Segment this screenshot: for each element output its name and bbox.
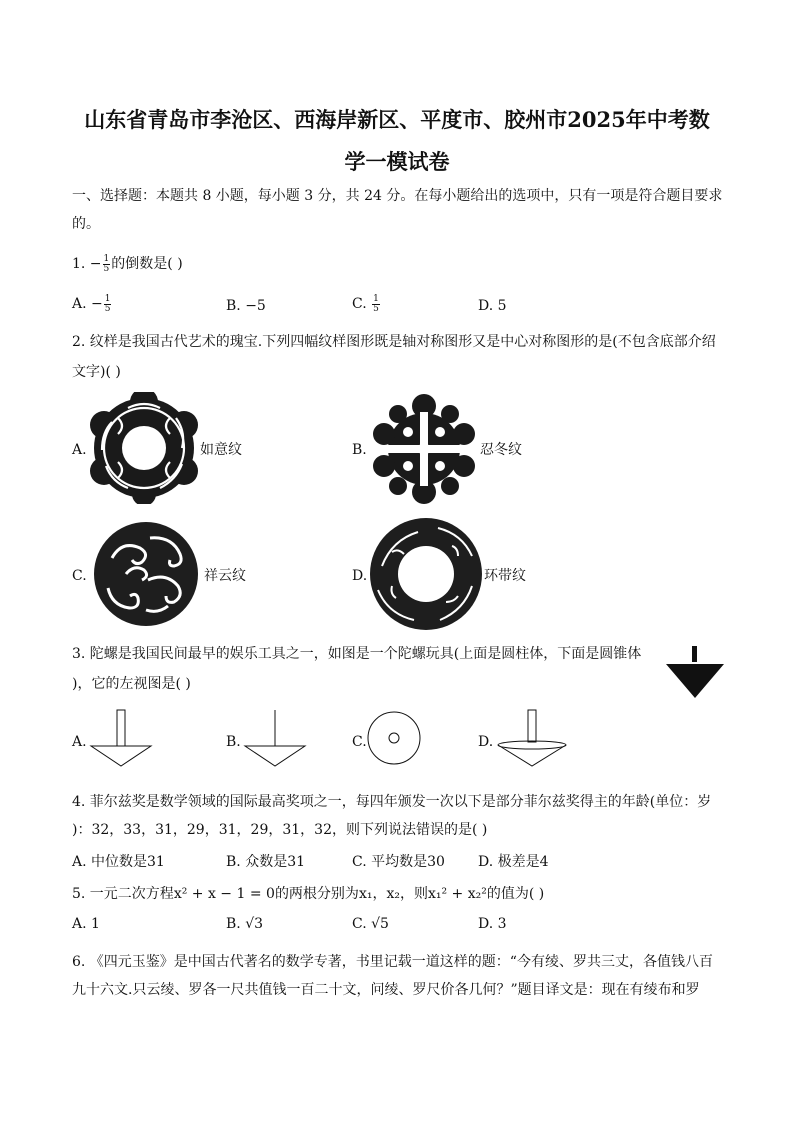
q5-option-c[interactable]: C. √5 (352, 916, 389, 932)
q4-option-a[interactable]: A. 中位数是31 (72, 854, 165, 870)
question-1 (72, 254, 183, 274)
q2-option-a-label[interactable]: A. (72, 442, 87, 458)
rendong-pattern-image (368, 394, 480, 504)
q5-option-b[interactable]: B. √3 (226, 916, 264, 932)
q3-option-a-label[interactable]: A. (72, 734, 87, 750)
section-heading-cont: 的。 (72, 216, 100, 232)
q5-equation: x² + x − 1 = 0 (173, 886, 275, 902)
xiangyun-pattern-image (90, 518, 202, 630)
question-3-cont: )，它的左视图是( ) (72, 676, 191, 692)
page-title-line2: 学一模试卷 (344, 149, 450, 174)
q4-option-c[interactable]: C. 平均数是30 (352, 854, 445, 870)
page-title-line1: 山东省青岛市李沧区、西海岸新区、平度市、胶州市2025年中考数 (84, 107, 710, 132)
q5-roots: x₁，x₂ (358, 886, 400, 902)
q3-option-c-label[interactable]: C. (352, 734, 367, 750)
question-5 (72, 884, 544, 904)
spinning-top-figure (664, 644, 726, 700)
q2-option-b-caption: 忍冬纹 (480, 442, 522, 458)
q5-text-a: 5. 一元二次方程 (72, 886, 174, 902)
q5-text-d: 的值为( ) (486, 886, 545, 902)
q5-text-b: 的两根分别为 (274, 886, 359, 902)
q4-option-b[interactable]: B. 众数是31 (226, 854, 306, 870)
q1-prefix: 1. − (72, 256, 102, 272)
q3-option-d-label[interactable]: D. (478, 734, 494, 750)
question-2: 2. 纹样是我国古代艺术的瑰宝.下列四幅纹样图形既是轴对称图形又是中心对称图形的是(不包含底部介绍 (72, 334, 716, 350)
q3-option-c-view (366, 710, 422, 766)
q3-option-a-view (88, 708, 154, 770)
q3-option-b-label[interactable]: B. (226, 734, 241, 750)
question-4-cont: )：32，33，31，29，31，29，31，32，则下列说法错误的是( ) (72, 822, 488, 838)
q2-option-d-label[interactable]: D. (352, 568, 368, 584)
q1-option-a[interactable]: A. − $\frac{1}{5}$ (72, 293, 111, 314)
q1-option-c[interactable]: C. $\frac{1}{5}$ (352, 293, 379, 314)
section-heading: 一、选择题：本题共 8 小题，每小题 3 分，共 24 分。在每小题给出的选项中，只有一项是符合题目要求 (72, 188, 723, 204)
question-2-cont: 文字)( ) (72, 364, 121, 380)
q4-option-d[interactable]: D. 极差是4 (478, 854, 549, 870)
q1-fraction: $\frac{1}{5}$ (103, 253, 110, 274)
huandai-pattern-image (368, 516, 484, 632)
q1-option-d[interactable]: D. 5 (478, 298, 507, 314)
q5-expression: x₁² + x₂² (427, 886, 487, 902)
question-6-cont: 九十六文.只云绫、罗各一尺共值钱一百二十文，问绫、罗尺价各几何？”题目译文是：现在有绫布和罗 (72, 982, 700, 998)
q2-option-d-caption: 环带纹 (484, 568, 526, 584)
ruyi-pattern-image (88, 392, 200, 504)
q2-option-b-label[interactable]: B. (352, 442, 367, 458)
q2-option-a-caption: 如意纹 (200, 442, 242, 458)
question-6: 6. 《四元玉鉴》是中国古代著名的数学专著，书里记载一道这样的题：“今有绫、罗共三丈，各值钱八百 (72, 954, 713, 970)
q5-text-c: ，则 (399, 886, 428, 902)
q5-option-d[interactable]: D. 3 (478, 916, 507, 932)
q2-option-c-label[interactable]: C. (72, 568, 87, 584)
q1-option-b[interactable]: B. −5 (226, 298, 266, 314)
question-3: 3. 陀螺是我国民间最早的娱乐工具之一，如图是一个陀螺玩具(上面是圆柱体，下面是圆锥体 (72, 646, 642, 662)
q3-option-b-view (242, 708, 308, 770)
q3-option-d-view (494, 708, 570, 770)
q1-suffix: 的倒数是( ) (111, 256, 183, 272)
question-4: 4. 菲尔兹奖是数学领域的国际最高奖项之一，每四年颁发一次以下是部分菲尔兹奖得主的年龄(单位：岁 (72, 794, 712, 810)
q5-option-a[interactable]: A. 1 (72, 916, 100, 932)
q2-option-c-caption: 祥云纹 (204, 568, 246, 584)
